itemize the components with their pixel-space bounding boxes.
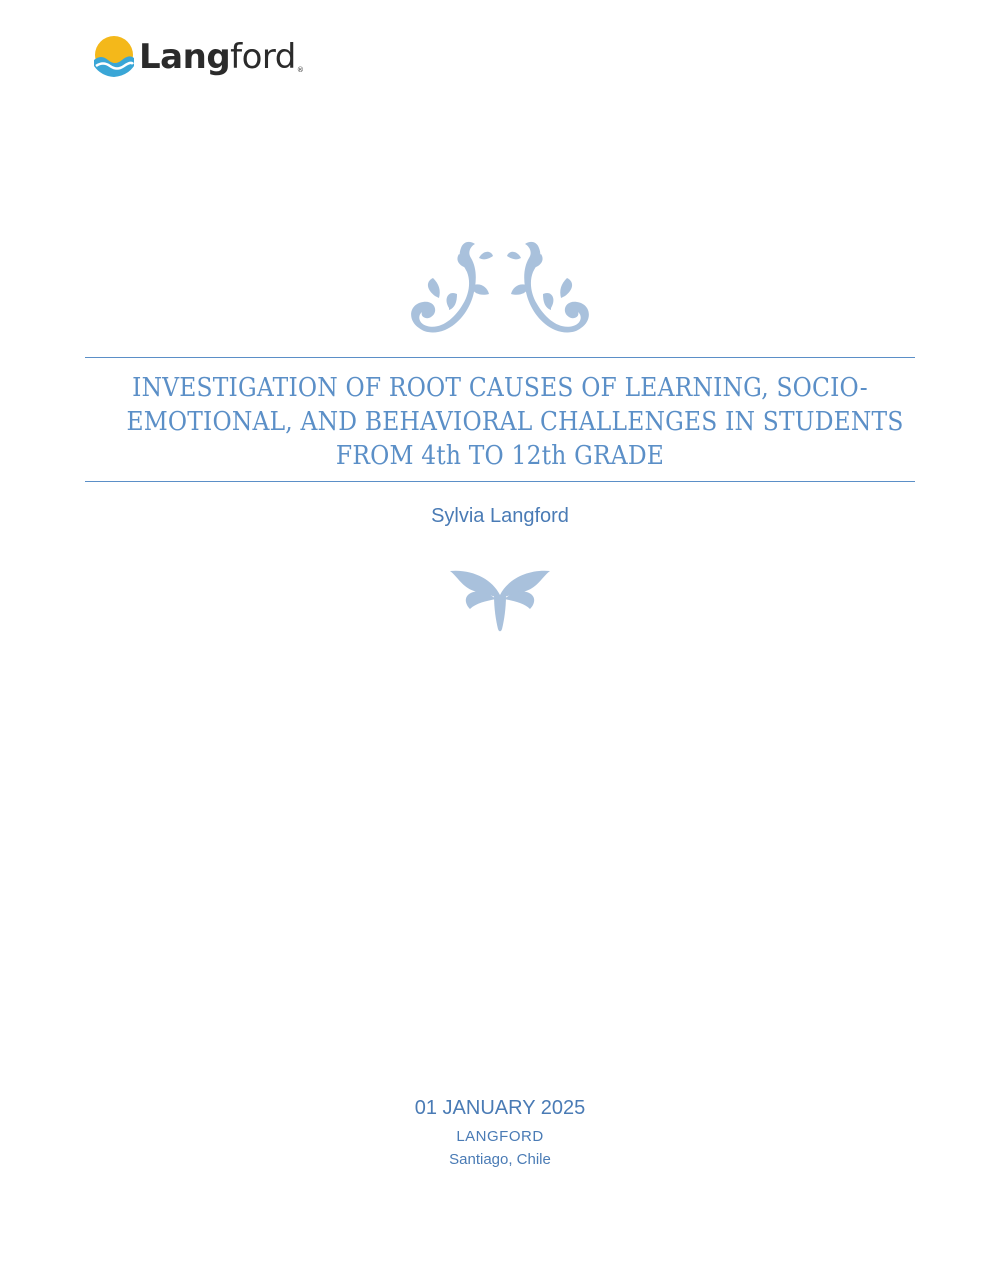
sun-wave-logo-icon: [93, 36, 135, 78]
title-line: EMOTIONAL, AND BEHAVIORAL CHALLENGES IN STUDENTS: [126, 407, 904, 437]
report-date: 01 JANUARY 2025: [414, 1097, 586, 1119]
title-rule-top: [85, 357, 915, 358]
document-title: [126, 371, 904, 473]
location: Santiago, Chile: [449, 1151, 551, 1168]
author-name: Sylvia Langford: [431, 505, 569, 527]
title-rule-bottom: [85, 481, 915, 482]
logo-wordmark: Langford®: [139, 37, 304, 77]
company-logo: [93, 36, 303, 78]
title-line: INVESTIGATION OF ROOT CAUSES OF LEARNING, SOCIO-: [132, 373, 868, 403]
title-line: FROM 4th TO 12th GRADE: [335, 441, 665, 471]
organization-name: LANGFORD: [456, 1128, 544, 1145]
leaf-divider-icon: [448, 565, 552, 638]
floral-flourish-icon: [405, 238, 595, 345]
